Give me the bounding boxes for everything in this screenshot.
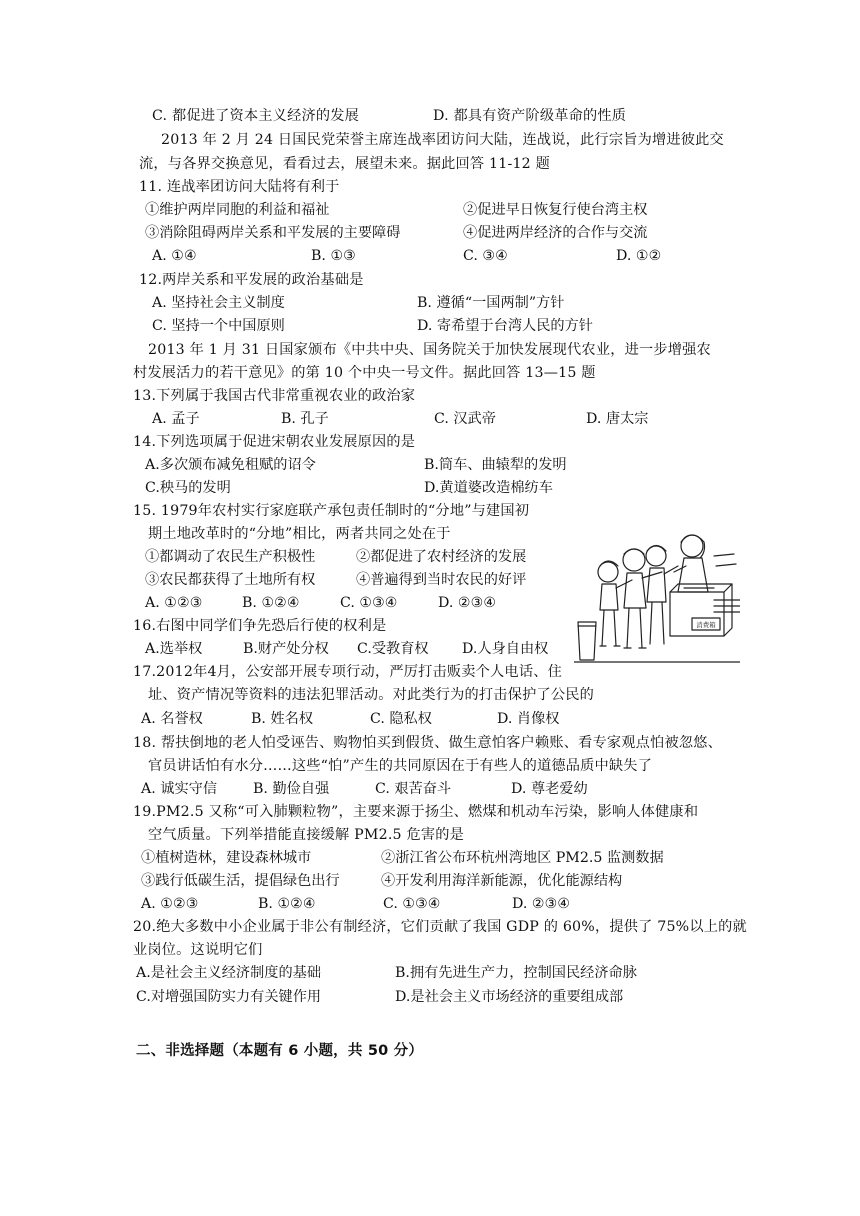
question-20-line1: 20.绝大多数中小企业属于非公有制经济，它们贡献了我国 GDP 的 60%，提供了 75%以上的就 (133, 919, 747, 935)
q13-option-c: C. 汉武帝 (434, 411, 496, 427)
q18-option-a: A. 诚实守信 (141, 781, 218, 797)
q15-statement-3: ③农民都获得了土地所有权 (145, 572, 316, 588)
question-17-line2: 址、资产情况等资料的违法犯罪活动。对此类行为的打击保护了公民的 (148, 687, 595, 703)
q19-statement-4: ④开发利用海洋新能源，优化能源结构 (381, 873, 623, 889)
q17-option-a: A. 名誉权 (141, 711, 203, 727)
q20-option-a: A.是社会主义经济制度的基础 (136, 965, 322, 981)
question-17-line1: 17.2012年4月，公安部开展专项行动，严厉打击贩卖个人电话、住 (133, 664, 562, 680)
q15-option-c: C. ①③④ (340, 595, 398, 611)
q16-option-b: B.财产处分权 (243, 641, 329, 657)
q11-option-d: D. ①② (616, 248, 662, 264)
question-18-line2: 官员讲话怕有水分……这些“怕”产生的共同原因在于有些人的道德品质中缺失了 (148, 758, 653, 774)
q14-option-d: D.黄道婆改造棉纺车 (424, 480, 553, 496)
q14-option-b: B.筒车、曲辕犁的发明 (424, 457, 567, 473)
q11-statement-4: ④促进两岸经济的合作与交流 (463, 225, 648, 241)
option-c-prev: C. 都促进了资本主义经济的发展 (152, 108, 360, 124)
option-d-prev: D. 都具有资产阶级革命的性质 (433, 108, 627, 124)
passage-13-15-line2: 村发展活力的若干意见》的第 10 个中央一号文件。据此回答 13—15 题 (133, 365, 596, 381)
section-2-heading: 二、非选择题（本题有 6 小题，共 50 分） (136, 1043, 424, 1059)
q18-option-b: B. 勤俭自强 (253, 781, 330, 797)
q12-option-a: A. 坚持社会主义制度 (152, 295, 285, 311)
question-16: 16.右图中同学们争先恐后行使的权利是 (133, 618, 387, 634)
q19-option-c: C. ①③④ (383, 896, 441, 912)
q19-option-a: A. ①②③ (141, 896, 199, 912)
q11-option-c: C. ③④ (463, 248, 508, 264)
question-19-line2: 空气质量。下列举措能直接缓解 PM2.5 危害的是 (148, 827, 465, 843)
q19-statement-3: ③践行低碳生活，提倡绿色出行 (141, 873, 340, 889)
question-12: 12.两岸关系和平发展的政治基础是 (139, 272, 364, 288)
q12-option-c: C. 坚持一个中国原则 (152, 318, 285, 334)
q20-option-b: B.拥有先进生产力，控制国民经济命脉 (395, 965, 637, 981)
q11-statement-3: ③消除阻碍两岸关系和平发展的主要障碍 (145, 225, 401, 241)
q16-option-d: D.人身自由权 (462, 641, 549, 657)
passage-13-15-line1: 2013 年 1 月 31 日国家颁布《中共中央、国务院关于加快发展现代农业，进一步增强农 (148, 342, 711, 358)
q19-option-b: B. ①②④ (258, 896, 316, 912)
q18-option-d: D. 尊老爱幼 (511, 781, 588, 797)
question-19-line1: 19.PM2.5 又称“可入肺颗粒物”，主要来源于扬尘、燃煤和机动车污染，影响人体健康和 (133, 804, 699, 820)
q15-option-b: B. ①②④ (242, 595, 300, 611)
q20-option-c: C.对增强国防实力有关键作用 (136, 989, 322, 1005)
passage-11-12-line1: 2013 年 2 月 24 日国民党荣誉主席连战率团访问大陆，连战说，此行宗旨为增进彼此交 (161, 132, 724, 148)
question-15-line2: 期土地改革时的“分地”相比，两者共同之处在于 (148, 526, 451, 542)
q15-statement-4: ④普遍得到当时农民的好评 (356, 572, 527, 588)
q12-option-d: D. 寄希望于台湾人民的方针 (417, 318, 593, 334)
q19-statement-2: ②浙江省公布环杭州湾地区 PM2.5 监测数据 (381, 850, 664, 866)
q16-option-a: A.选举权 (145, 641, 203, 657)
q11-option-b: B. ①③ (311, 248, 356, 264)
question-15-line1: 15. 1979年农村实行家庭联产承包责任制时的“分地”与建国初 (133, 503, 530, 519)
q15-option-a: A. ①②③ (145, 595, 203, 611)
q11-statement-2: ②促进早日恢复行使台湾主权 (463, 202, 648, 218)
q11-statement-1: ①维护两岸同胞的利益和福祉 (145, 202, 330, 218)
q12-option-b: B. 遵循“一国两制”方针 (417, 295, 565, 311)
q17-option-d: D. 肖像权 (497, 711, 560, 727)
q20-option-d: D.是社会主义市场经济的重要组成部 (395, 989, 624, 1005)
q14-option-c: C.秧马的发明 (145, 480, 231, 496)
q18-option-c: C. 艰苦奋斗 (375, 781, 452, 797)
q19-option-d: D. ②③④ (512, 896, 571, 912)
question-14: 14.下列选项属于促进宋朝农业发展原因的是 (133, 434, 416, 450)
question-20-line2: 业岗位。这说明它们 (133, 942, 263, 958)
q14-option-a: A.多次颁布减免租赋的诏令 (145, 457, 316, 473)
q15-statement-1: ①都调动了农民生产积极性 (145, 549, 316, 565)
question-11: 11. 连战率团访问大陆将有利于 (139, 179, 340, 195)
q11-option-a: A. ①④ (152, 248, 197, 264)
ballot-box-label: 消费箱 (696, 621, 716, 629)
passage-11-12-line2: 流，与各界交换意见，看看过去，展望未来。据此回答 11-12 题 (139, 156, 551, 172)
q13-option-b: B. 孔子 (281, 411, 329, 427)
q15-option-d: D. ②③④ (438, 595, 497, 611)
q13-option-d: D. 唐太宗 (586, 411, 649, 427)
q15-statement-2: ②都促进了农村经济的发展 (356, 549, 527, 565)
q17-option-c: C. 隐私权 (370, 711, 432, 727)
question-18-line1: 18. 帮扶倒地的老人怕受诬告、购物怕买到假货、做生意怕客户赖账、看专家观点怕被忽悠、 (133, 735, 722, 751)
question-13: 13.下列属于我国古代非常重视农业的政治家 (133, 388, 416, 404)
q13-option-a: A. 孟子 (152, 411, 200, 427)
q17-option-b: B. 姓名权 (251, 711, 314, 727)
q16-option-c: C.受教育权 (357, 641, 429, 657)
ballot-box-students-illustration (574, 526, 740, 666)
q19-statement-1: ①植树造林，建设森林城市 (141, 850, 312, 866)
